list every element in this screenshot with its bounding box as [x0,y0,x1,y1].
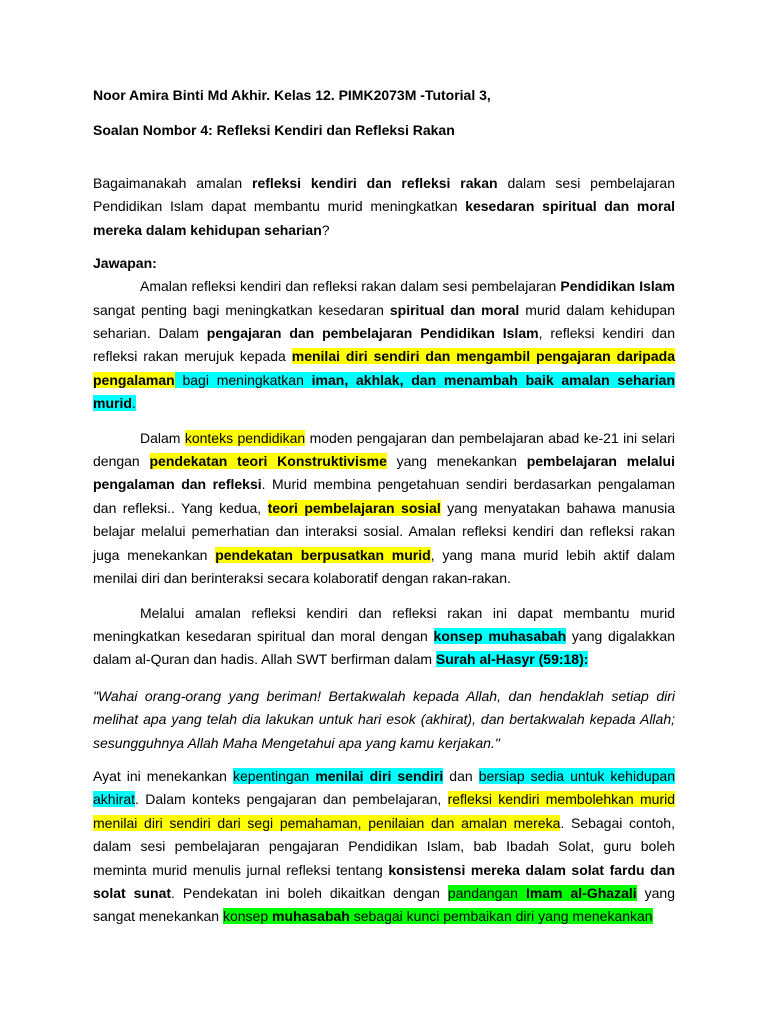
highlight-yellow: konteks pendidikan [184,429,306,446]
question-text: Bagaimanakah amalan [93,175,253,191]
highlight-cyan: bagi meningkatkan [174,371,312,388]
quran-quote: "Wahai orang-orang yang beriman! Bertakwalah kepada Allah, dan hendaklah setiap diri melihat apa yang telah dia lakukan untuk hari esok (akhirat), dan bertakwalah kepada Allah; sesungguhnya Allah Maha Mengetahui apa yang kamu kerjakan." [93,687,675,751]
text-run: , yang mana murid lebih aktif dalam menilai diri dan berinteraksi secara kolaboratif dengan rakan-rakan. [93,546,676,587]
document-title-line1: Noor Amira Binti Md Akhir. Kelas 12. PIMK2073M -Tutorial 3, [93,87,491,103]
question-text: ? [321,221,330,238]
highlight-yellow-bold: teori pembelajaran sosial [267,499,441,516]
highlight-green-bold: Imam al-Ghazali [525,884,637,901]
text-run: dan [443,767,479,784]
highlight-cyan-bold: konsep muhasabah [433,627,567,644]
highlight-yellow-bold: pendekatan teori Konstruktivisme [149,453,387,470]
question-text: dalam sesi pembelajaran Pendidikan Islam dapat membantu murid meningkatkan [93,175,675,215]
question-bold-term: kesedaran spiritual dan moral mereka dalam kehidupan seharian [93,198,675,238]
bold-term: konsistensi mereka dalam solat fardu dan solat sunat [93,861,675,901]
text-run: . Sebagai contoh, dalam sesi pembelajaran pengajaran Pendidikan Islam, bab Ibadah Solat, guru boleh meminta murid menulis jurnal refleksi tentang [93,814,675,878]
text-run: . Pendekatan ini boleh dikaitkan dengan [171,884,448,901]
text-run: yang menekankan [386,453,527,470]
text-run: yang menyatakan bahawa manusia belajar melalui pemerhatian dan interaksi sosial. Amalan refleksi kendiri dan refleksi rakan juga menekankan [93,499,675,563]
answer-paragraph-3 [93,602,675,672]
bold-term: pembelajaran melalui pengalaman dan refleksi [93,453,675,493]
text-run: Dalam [140,429,185,446]
bold-term: spiritual dan moral [389,301,520,318]
answer-paragraph-2 [93,427,675,591]
highlight-cyan-bold: Surah al-Hasyr (59:18): [435,651,589,668]
highlight-yellow: menilai diri sendiri dan mengambil pengajaran daripada pengalaman [93,348,675,388]
highlight-green: pandangan [447,884,526,901]
text-run: yang sangat menekankan [93,884,675,925]
highlight-cyan: . [131,395,136,412]
text-run: . Murid membina pengetahuan sendiri berdasarkan pengalaman dan refleksi.. Yang kedua, [93,476,675,516]
highlight-cyan-bold: menilai diri sendiri [315,767,444,784]
bold-term: Pendidikan Islam [560,278,675,295]
answer-paragraph-1 [93,275,675,415]
answer-label: Jawapan: [93,255,157,272]
document-title-line2: Soalan Nombor 4: Refleksi Kendiri dan Refleksi Rakan [93,122,455,138]
text-run: sangat penting bagi meningkatkan kesedaran [93,301,390,318]
text-run: , refleksi kendiri dan refleksi rakan merujuk kepada [93,325,675,365]
text-run: Ayat ini menekankan [93,767,233,784]
highlight-cyan: bersiap sedia untuk kehidupan akhirat [93,767,675,808]
highlight-cyan-bold: iman, akhlak, dan menambah baik amalan seharian murid [93,371,676,412]
question-paragraph [93,172,675,242]
question-bold-term: refleksi kendiri dan refleksi rakan [252,175,498,191]
highlight-green-bold: muhasabah [272,908,350,925]
bold-term: pengajaran dan pembelajaran Pendidikan Islam [206,325,539,342]
highlight-yellow-bold: pendekatan berpusatkan murid [215,546,431,563]
text-run: Melalui amalan refleksi kendiri dan refleksi rakan ini dapat membantu murid meningkatkan kesedaran spiritual dan moral dengan [93,604,675,644]
highlight-green: sebagai kunci pembaikan diri yang menekankan [349,908,653,925]
text-run: moden pengajaran dan pembelajaran abad ke-21 ini selari dengan [93,429,675,470]
text-run: yang digalakkan dalam al-Quran dan hadis. Allah SWT berfirman dalam [93,627,675,668]
document-body [93,84,675,929]
highlight-cyan: kepentingan [233,767,316,784]
highlight-yellow: refleksi kendiri membolehkan murid menilai diri sendiri dari segi pemahaman, penilaian dan amalan mereka [93,791,676,831]
answer-paragraph-4 [93,765,675,929]
text-run: murid dalam kehidupan seharian. Dalam [93,301,675,342]
text-run: Amalan refleksi kendiri dan refleksi rakan dalam sesi pembelajaran [140,278,561,295]
highlight-green: konsep [222,908,273,925]
text-run: . Dalam konteks pengajaran dan pembelajaran, [135,791,448,808]
